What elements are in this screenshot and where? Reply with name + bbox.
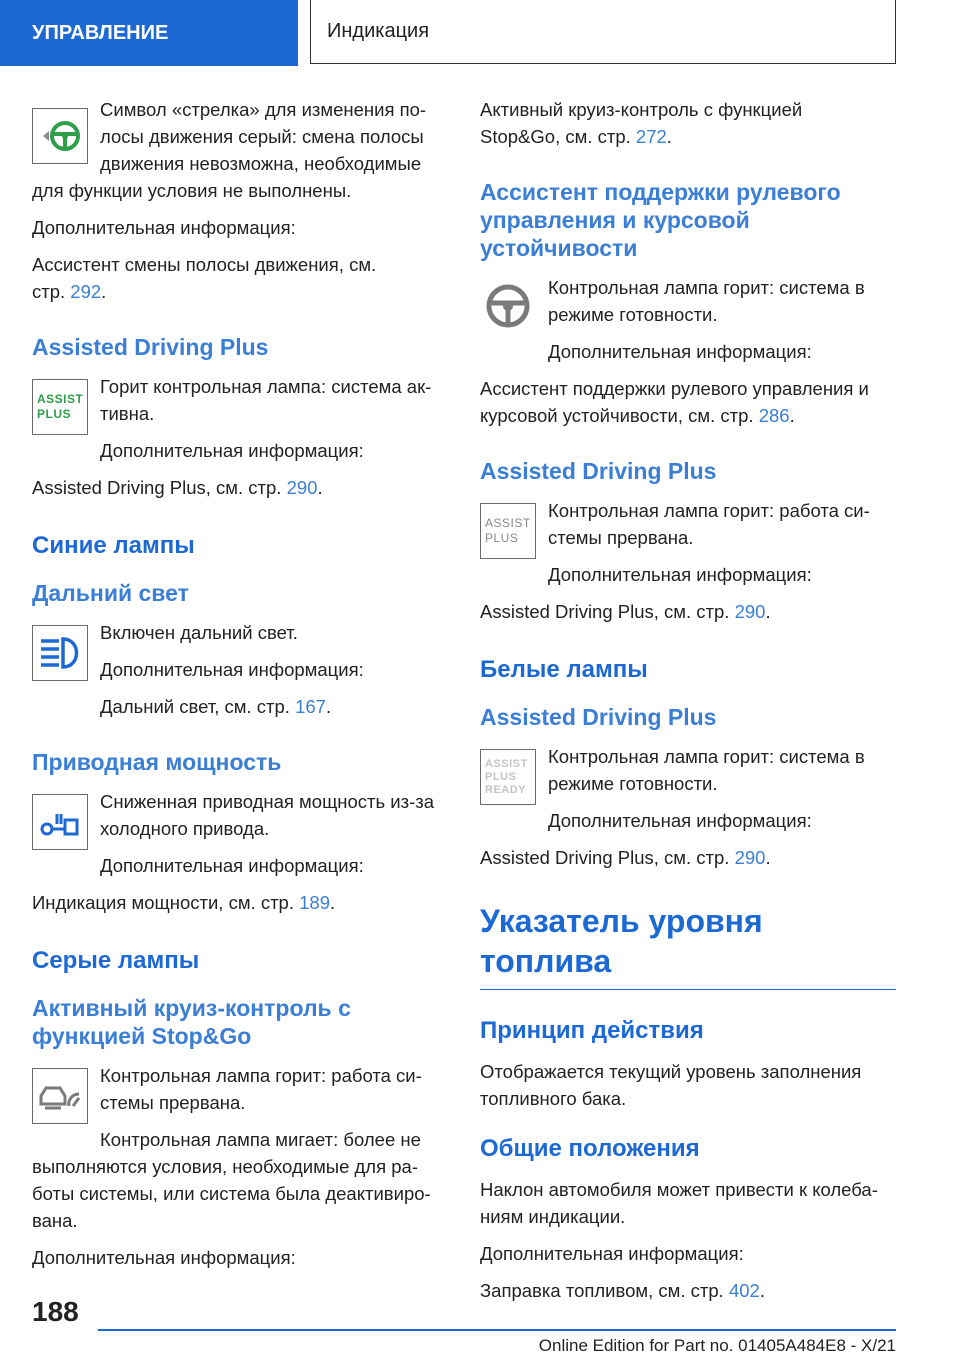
- right-column: Активный круиз-контроль с функцией Stop&Go, см. стр. 272. Ассистент поддержки рулевого управления и курсовой устойчивости Контрольная лампа горит: система в режиме готовности. Дополнительная информация: Ассистент поддержки рулевого управления и курсовой устойчивости, см. стр. 286. Assisted Driving Plus ASSIST PLUS Контрольная лампа горит: работа си- стемы прервана. Дополнительная информация: Assisted Driving Plus, см. стр. 290. Белые лампы Assisted Driving Plus ASSIST PLUS READY Контрольная лампа горит: система в режиме готовности. Дополнительная информация: Assisted Driving Plus, см. стр. 290. Указатель уровня топлива Принцип действия Отображается текущий уровень заполнения топливного бака. Общие положения Наклон автомобиля может привести к колеба- ниям индикации. Дополнительная информация: Заправка топливом, см. стр. 402.: [480, 96, 896, 1314]
- description-text: выполняются условия, необходимые для ра-: [32, 1156, 418, 1177]
- reference-text: Индикация мощности, см. стр.: [32, 892, 300, 913]
- subsection-heading: Общие положения: [480, 1135, 700, 1162]
- subsection-heading: Активный круиз-контроль с функцией Stop&Go: [32, 995, 351, 1049]
- more-info-label: Дополнительная информация:: [548, 341, 812, 362]
- reference-text: Assisted Driving Plus, см. стр.: [480, 847, 735, 868]
- more-info-label: Дополнительная информация:: [32, 217, 296, 238]
- description-text: Отображается текущий уровень заполнения: [480, 1061, 862, 1082]
- page-number: 188: [32, 1296, 79, 1327]
- topic-tab: [310, 0, 896, 64]
- steering-assist-item: Контрольная лампа горит: система в режиме готовности. Дополнительная информация: Ассистент поддержки рулевого управления и курсовой устойчивости, см. стр. 286.: [480, 274, 896, 429]
- chapter-heading: Указатель уровня топлива: [480, 901, 896, 990]
- description-text: Наклон автомобиля может привести к колеба-: [480, 1179, 878, 1200]
- reference-text: Ассистент смены полосы движения, см.: [32, 254, 377, 275]
- more-info-label: Дополнительная информация:: [100, 440, 364, 461]
- description-text: стемы прервана.: [548, 527, 694, 548]
- section-heading: Assisted Driving Plus: [480, 458, 717, 484]
- more-info-label: Дополнительная информация:: [548, 810, 812, 831]
- reference-text: стр.: [32, 281, 71, 302]
- description-text: Горит контрольная лампа: система ак-: [100, 376, 432, 397]
- subsection-heading: Assisted Driving Plus: [480, 704, 717, 730]
- assisted-driving-item: ASSIST PLUS Горит контрольная лампа: система ак- тивна. Дополнительная информация: Assisted Driving Plus, см. стр. 290.: [32, 373, 448, 501]
- description-text: Включен дальний свет.: [100, 622, 298, 643]
- description-text: ниям индикации.: [480, 1206, 626, 1227]
- description-text: стемы прервана.: [100, 1092, 246, 1113]
- more-info-label: Дополнительная информация:: [100, 659, 364, 680]
- subsection-heading: Принцип действия: [480, 1017, 704, 1044]
- reference-text: Stop&Go, см. стр.: [480, 126, 636, 147]
- reference-text: курсовой устойчивости, см. стр.: [480, 405, 759, 426]
- assist-plus-ready-icon: ASSIST PLUS READY: [480, 749, 536, 805]
- page-link[interactable]: 189: [299, 892, 331, 913]
- page-link[interactable]: 290: [286, 477, 318, 498]
- page-link[interactable]: 292: [70, 281, 102, 302]
- high-beam-icon: [32, 625, 88, 681]
- description-text: Контрольная лампа горит: работа си-: [100, 1065, 422, 1086]
- page-link[interactable]: 167: [295, 696, 326, 717]
- lane-steering-icon: [32, 108, 88, 164]
- assisted-driving-gray-item: ASSIST PLUS Контрольная лампа горит: работа си- стемы прервана. Дополнительная информация: Assisted Driving Plus, см. стр. 290.: [480, 497, 896, 625]
- subsection-heading: Приводная мощность: [32, 749, 282, 775]
- topic-title: Индикация: [327, 20, 430, 42]
- page-link[interactable]: 290: [734, 847, 766, 868]
- lane-text-line: лосы движения серый: смена полосы: [100, 126, 424, 147]
- footer-divider: [98, 1329, 896, 1331]
- description-text: режиме готовности.: [548, 304, 718, 325]
- assist-plus-icon: ASSIST PLUS: [32, 379, 88, 435]
- more-info-label: Дополнительная информация:: [32, 1247, 296, 1268]
- subsection-heading: Дальний свет: [32, 580, 189, 606]
- reference-text: Ассистент поддержки рулевого управления и: [480, 378, 869, 399]
- lane-text-line: движения невозможна, необходимые: [100, 153, 422, 174]
- description-text: Контрольная лампа мигает: более не: [100, 1129, 421, 1150]
- more-info-label: Дополнительная информация:: [100, 855, 364, 876]
- reference-text: Дальний свет, см. стр.: [100, 696, 296, 717]
- assist-plus-gray-icon: ASSIST PLUS: [480, 503, 536, 559]
- description-text: Контрольная лампа горит: система в: [548, 277, 865, 298]
- section-heading: Серые лампы: [32, 947, 200, 974]
- high-beam-item: Включен дальний свет. Дополнительная информация: Дальний свет, см. стр. 167.: [32, 619, 448, 720]
- description-text: вана.: [32, 1210, 78, 1231]
- lane-change-item: Символ «стрелка» для изменения по- лосы движения серый: смена полосы движения невозможна, необходимые для функции условия не выполнены. Дополнительная информация: Ассистент смены полосы движения, см. стр. 292.: [32, 96, 448, 305]
- reference-text: Активный круиз-контроль с функцией: [480, 99, 803, 120]
- description-text: холодного привода.: [100, 818, 270, 839]
- page-link[interactable]: 290: [734, 601, 766, 622]
- section-heading: Assisted Driving Plus: [32, 334, 269, 360]
- steering-wheel-icon: [480, 278, 536, 334]
- description-text: режиме готовности.: [548, 773, 718, 794]
- page-link[interactable]: 286: [758, 405, 790, 426]
- description-text: Контрольная лампа горит: работа си-: [548, 500, 870, 521]
- description-text: Сниженная приводная мощность из-за: [100, 791, 435, 812]
- edition-text: Online Edition for Part no. 01405A484E8 - X/21: [538, 1336, 896, 1355]
- section-heading: Синие лампы: [32, 532, 195, 559]
- assisted-driving-ready-item: ASSIST PLUS READY Контрольная лампа горит: система в режиме готовности. Дополнительная информация: Assisted Driving Plus, см. стр. 290.: [480, 743, 896, 871]
- drive-power-icon: [32, 794, 88, 850]
- reference-text: Assisted Driving Plus, см. стр.: [480, 601, 735, 622]
- description-text: тивна.: [100, 403, 155, 424]
- page-link[interactable]: 402: [728, 1280, 760, 1301]
- reference-text: Assisted Driving Plus, см. стр.: [32, 477, 287, 498]
- section-heading: Ассистент поддержки рулевого управления и курсовой устойчивости: [480, 179, 841, 261]
- acc-item: [32, 1062, 448, 1271]
- reference-text: Заправка топливом, см. стр.: [480, 1280, 729, 1301]
- drive-power-item: Сниженная приводная мощность из-за холодного привода. Дополнительная информация: Индикация мощности, см. стр. 189.: [32, 788, 448, 916]
- description-text: топливного бака.: [480, 1088, 627, 1109]
- left-column: [32, 96, 448, 1281]
- lane-text-line: Символ «стрелка» для изменения по-: [100, 99, 427, 120]
- more-info-label: Дополнительная информация:: [548, 564, 812, 585]
- section-tab: [0, 0, 298, 66]
- section-heading: Белые лампы: [480, 656, 648, 683]
- lane-text-line: для функции условия не выполнены.: [32, 180, 352, 201]
- description-text: Контрольная лампа горит: система в: [548, 746, 865, 767]
- description-text: боты системы, или система была деактивиро-: [32, 1183, 431, 1204]
- more-info-label: Дополнительная информация:: [480, 1243, 744, 1264]
- cruise-control-icon: [32, 1068, 88, 1124]
- section-title: УПРАВЛЕНИЕ: [32, 21, 169, 44]
- page-link[interactable]: 272: [635, 126, 667, 147]
